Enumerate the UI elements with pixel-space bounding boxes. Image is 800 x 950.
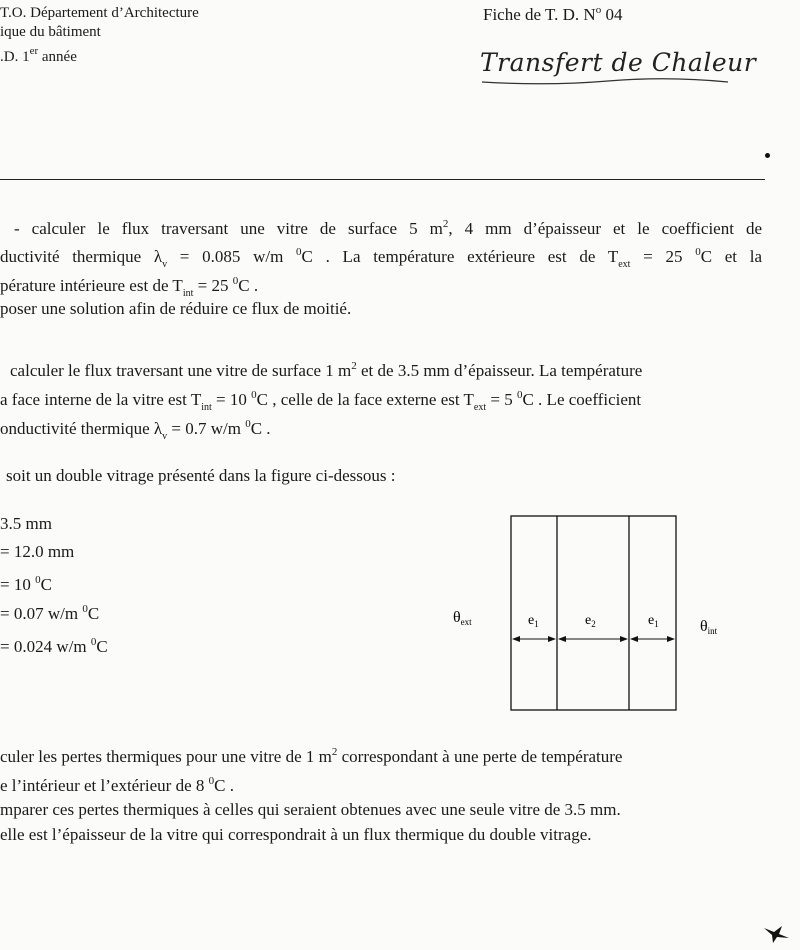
handwritten-title: Transfert de Chaleur xyxy=(480,48,757,77)
param-delta-t-sup: 0 xyxy=(35,574,41,586)
ex3-q2sup: 0 xyxy=(208,775,215,787)
ex2-l2b: = 10 xyxy=(211,390,252,409)
ex2-l1a: calculer le flux traversant une vitre de surface 1 m xyxy=(10,361,352,380)
ex1-l2sub: v xyxy=(162,259,168,270)
header-rule xyxy=(0,179,765,180)
param-delta-t xyxy=(0,570,52,595)
ex1-l3a: pérature intérieure est de T xyxy=(0,276,183,295)
ex2-l2d: = 5 xyxy=(486,390,517,409)
param-e2 xyxy=(0,542,74,562)
ex1-l1sup: 2 xyxy=(442,218,449,230)
ex1-l1b: , 4 mm d’épaisseur et le coefficient de xyxy=(448,219,762,238)
ex1-l2e: C et la xyxy=(700,247,762,266)
ex1-l2sup: 0 xyxy=(296,246,302,258)
header-line-2: ique du bâtiment xyxy=(0,24,101,40)
ex2-l2a: a face interne de la vitre est T xyxy=(0,390,202,409)
header-course xyxy=(0,23,101,41)
ex2-l1sup: 2 xyxy=(351,360,357,372)
ex1-l3sub: int xyxy=(182,288,194,299)
sheet-title-number: 04 xyxy=(605,5,623,24)
ex1-l2sub2: ext xyxy=(618,259,631,270)
ex3-question-1-cont xyxy=(0,771,234,796)
sheet-title-sup: o xyxy=(595,4,602,16)
ex2-l2c: C , celle de la face externe est T xyxy=(256,390,474,409)
ex2-l3sup: 0 xyxy=(245,418,251,430)
label-e1-left: $e_1$ xyxy=(528,613,539,629)
label-e1-right: $e_1$ xyxy=(648,613,659,629)
sheet-title xyxy=(483,4,622,25)
ex1-l2b: = 0.085 w/m xyxy=(167,247,297,266)
ex2-l3sub: v xyxy=(162,431,168,442)
handwritten-underline xyxy=(478,76,738,88)
ex2-l3c: C . xyxy=(250,419,271,438)
ex3-q1a: culer les pertes thermiques pour une vitre de 1 m xyxy=(0,747,332,766)
ex1-line-1 xyxy=(14,214,762,239)
param-lambda-air-sup: 0 xyxy=(90,636,97,648)
header-level xyxy=(0,42,77,66)
ex2-l3a: onductivité thermique λ xyxy=(0,419,163,438)
ex1-l3c: C . xyxy=(238,276,259,295)
param-delta-t-text: = 10 xyxy=(0,575,36,594)
header-line-3-sup: er xyxy=(29,45,39,57)
label-theta-int: θint xyxy=(700,618,718,636)
ex1-line-4: poser une solution afin de réduire ce flux de moitié. xyxy=(0,299,352,318)
ex3-q2b: C . xyxy=(214,776,234,795)
header-line-3-suffix: année xyxy=(41,49,77,65)
param-e2-text: = 12.0 mm xyxy=(0,542,75,561)
param-lambda-v-sup: 0 xyxy=(82,603,88,615)
ex1-l1a: - calculer le flux traversant une vitre de surface 5 m xyxy=(14,219,443,238)
ex2-l1b: et de 3.5 mm d’épaisseur. La température xyxy=(356,361,643,380)
ex2-line-1 xyxy=(10,356,642,381)
ex1-l2d: = 25 xyxy=(630,247,696,266)
ex3-q2a: e l’intérieur et l’extérieur de 8 xyxy=(0,776,209,795)
ex1-l3b: = 25 xyxy=(193,276,233,295)
ex1-l2c: C . La température extérieure est de T xyxy=(301,247,619,266)
ex3-q1b: correspondant à une perte de température xyxy=(337,747,623,766)
header-line-3-prefix: .D. 1 xyxy=(0,49,30,65)
dot-mark xyxy=(765,153,770,158)
param-lambda-air xyxy=(0,632,108,657)
ex1-l3sup: 0 xyxy=(232,275,239,287)
ex2-l2sup2: 0 xyxy=(516,389,523,401)
ex3-question-2: mparer ces pertes thermiques à celles qui seraient obtenues avec une seule vitre de 3.5 mm. xyxy=(0,800,621,819)
param-lambda-v-text: = 0.07 w/m xyxy=(0,604,83,623)
param-e1 xyxy=(0,514,52,534)
ex3-intro: soit un double vitrage présenté dans la figure ci-dessous : xyxy=(6,466,396,485)
double-glazing-figure xyxy=(440,505,740,720)
param-lambda-air-tail: C xyxy=(96,637,108,656)
ex1-l2sup2: 0 xyxy=(695,246,701,258)
param-lambda-air-text: = 0.024 w/m xyxy=(0,637,91,656)
ex2-l2sub: int xyxy=(201,402,212,413)
header-line-1: T.O. Département d’Architecture xyxy=(0,5,199,21)
header-institution xyxy=(0,4,199,22)
label-e2: $e_2$ xyxy=(585,613,596,629)
param-delta-t-tail: C xyxy=(40,575,52,594)
ex2-l2sub2: ext xyxy=(473,402,487,413)
param-lambda-v-tail: C xyxy=(87,604,100,623)
ex2-l3b: = 0.7 w/m xyxy=(167,419,246,438)
ink-mark xyxy=(762,922,792,944)
ex3-question-3: elle est l’épaisseur de la vitre qui correspondrait à un flux thermique du double vitrage. xyxy=(0,825,592,844)
param-e1-text: 3.5 mm xyxy=(0,514,52,533)
ex1-l2a: ductivité thermique λ xyxy=(0,247,163,266)
param-lambda-v xyxy=(0,599,99,624)
ex3-question-1 xyxy=(0,742,622,767)
label-theta-ext: θext xyxy=(453,609,472,627)
ex2-l2e: C . Le coefficient xyxy=(522,390,642,409)
ex2-line-3 xyxy=(0,414,271,447)
ex3-q1sup: 2 xyxy=(331,746,338,758)
sheet-title-prefix: Fiche de T. D. N xyxy=(483,5,596,24)
ex2-l2sup: 0 xyxy=(251,389,257,401)
